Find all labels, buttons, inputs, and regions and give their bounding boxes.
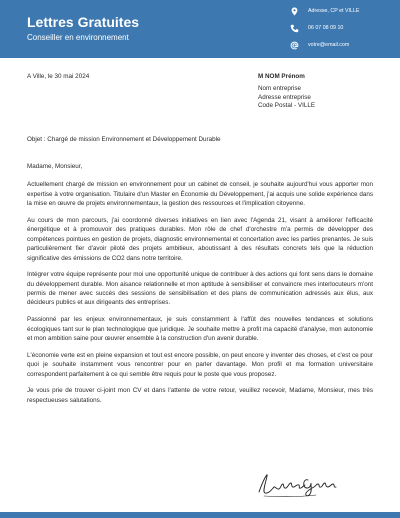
location-pin-icon — [290, 7, 300, 17]
recipient-name: M NOM Prénom — [258, 73, 305, 80]
body-paragraph: L'économie verte est en pleine expansion et tout est encore possible, on peut encore y inventer des choses, et c'est ce pour quoi je souhaite instamment vous rencontrer pour en parler davantage. Mon profil et ma formation universitaire correspondent parfaitement à ce qui semble être requis pour le poste que vous proposez. — [27, 351, 373, 378]
closing-paragraph: Je vous prie de trouver ci-joint mon CV et dans l'attente de votre retour, veuillez recevoir, Madame, Monsieur, mes très respectueuses salutations. — [27, 387, 373, 404]
body-paragraph: Passionné par les enjeux environnementaux, je suis constamment à l'affût des nouvelles tendances et solutions écologiques tant sur le plan technologique que juridique. Je souhaite mettre à profit ma capacité d'analyse, mon autonomie et mon ambition saine pour œuvrer ensemble à la construction d'un avenir durable. — [27, 316, 373, 342]
recipient-postcode-city: Code Postal - VILLE — [258, 102, 316, 110]
place-date: A Ville, le 30 mai 2024 — [27, 73, 90, 80]
body-paragraph: Intégrer votre équipe représente pour moi une opportunité unique de contribuer à des actions qui font sens dans le domaine du développement durable. Mon aisance relationnelle et mon aptitude à sensibiliser et convaincre mes interlocuteurs m'ont permis de mener avec succès des sessions de sensibilisation et des plans de communication adressés aux élus, aux décideurs publics et aux dirigeants des entreprises. — [27, 271, 373, 307]
footer-bar — [0, 512, 400, 518]
phone-icon — [290, 24, 300, 34]
sender-name: Lettres Gratuites — [27, 14, 140, 30]
at-sign-icon — [290, 41, 300, 51]
recipient-address: Adresse entreprise — [258, 93, 311, 101]
body-paragraph: Au cours de mon parcours, j'ai coordonné diverses initiatives en lien avec l'Agenda 21, visant à améliorer l'efficacité énergétique et à promouvoir des pratiques durables. Mon rôle de chef d'orchestre m'a permis de développer des compétences pointues en gestion de projets, diagnostic environnemental et concertation avec les parties prenantes. Je suis particulièrement fier d'avoir piloté des projets ambitieux, aboutissant à des résultats concrets tels que la réduction significative des émissions de CO2 dans notre territoire. — [27, 216, 373, 262]
greeting: Madame, Monsieur, — [27, 163, 83, 170]
letter-body — [27, 162, 373, 412]
sender-job-title: Conseiller en environnement — [27, 33, 129, 42]
body-paragraph: Actuellement chargé de mission en environnement pour un cabinet de conseil, je souhaite aujourd'hui vous apporter mon expertise à votre organisation. Titulaire d'un Master en Économie du Développement, j'ai acquis une solide expérience dans la mise en œuvre de projets environnementaux, la gestion des ressources et l'implication citoyenne. — [27, 181, 373, 208]
recipient-block — [258, 73, 315, 111]
header-banner: Lettres Gratuites Conseiller en environnement Adresse, CP et VILLE 06 07 08 09 10 votre@email.com — [0, 0, 400, 58]
handwritten-signature — [256, 470, 338, 500]
recipient-company: Nom entreprise — [258, 85, 302, 93]
letter-subject: Objet : Chargé de mission Environnement et Développement Durable — [27, 136, 221, 143]
